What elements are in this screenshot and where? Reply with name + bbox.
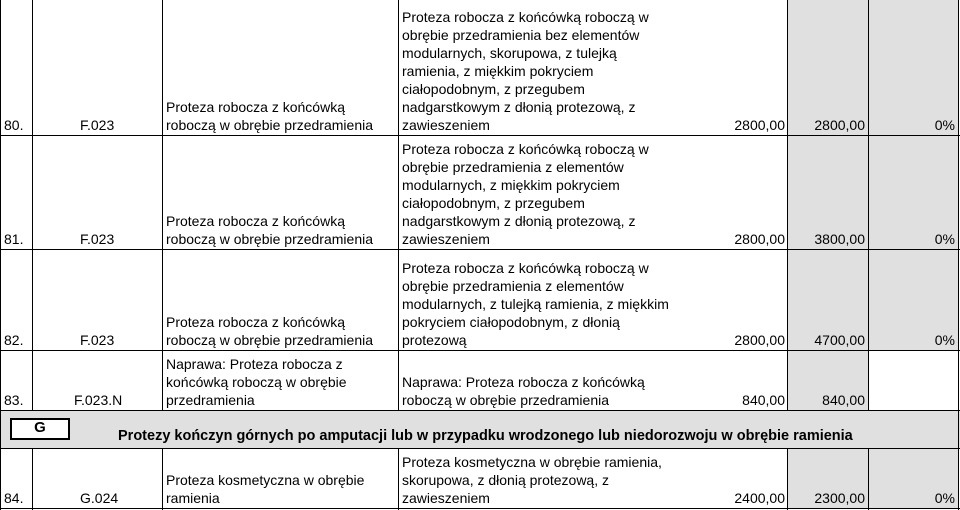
description-line: protezową <box>402 332 467 348</box>
row-81-percent <box>868 136 958 249</box>
description-line: roboczą w obrębie przedramienia <box>402 392 609 408</box>
row-81 <box>4 136 34 249</box>
description-line: Proteza kosmetyczna w obrębie ramienia, <box>402 454 662 470</box>
percent-value: 0% <box>934 332 955 348</box>
description-line: ciałopodobnym, z przegubem <box>402 81 585 97</box>
name-line: roboczą w obrębie przedramienia <box>166 231 373 247</box>
col-divider <box>398 0 399 411</box>
section-letter: G <box>10 418 70 440</box>
row-84-name <box>166 449 398 508</box>
row-80-limit <box>788 0 868 135</box>
row-84-limit <box>788 449 868 508</box>
product-code: F.023 <box>80 231 115 247</box>
description-line: zawieszeniem <box>402 490 490 506</box>
price-value: 2800,00 <box>734 231 785 247</box>
row-84-code <box>80 449 162 508</box>
description-line: nadgarstkowym z dłonią protezową, z <box>402 99 636 115</box>
col-divider <box>398 448 399 510</box>
percent-value: 0% <box>934 117 955 133</box>
description-line: nadgarstkowym z dłonią protezową, z <box>402 213 636 229</box>
row-84 <box>4 449 34 508</box>
product-code: F.023 <box>80 332 115 348</box>
row-81-name <box>166 136 398 249</box>
description-line: obrębie przedramienia z elementów <box>402 159 624 175</box>
description-line: zawieszeniem <box>402 231 490 247</box>
name-line: roboczą w obrębie przedramienia <box>166 332 373 348</box>
description-line: obrębie przedramienia bez elementów <box>402 27 640 43</box>
row-83 <box>4 351 34 410</box>
name-line: końcówką roboczą w obrębie <box>166 374 347 390</box>
description-line: obrębie przedramienia z elementów <box>402 278 624 294</box>
description-line: modularnych, skorupowa, z tulejką <box>402 45 617 61</box>
row-80 <box>4 0 34 135</box>
description-line: modularnych, z miękkim pokryciem <box>402 177 620 193</box>
row-number: 80. <box>4 117 24 133</box>
row-80-price <box>700 0 788 135</box>
name-line: Proteza robocza z końcówką <box>166 213 345 229</box>
row-84-price <box>700 449 788 508</box>
row-80-percent <box>868 0 958 135</box>
row-divider <box>0 508 960 509</box>
name-line: roboczą w obrębie przedramienia <box>166 117 373 133</box>
row-82-percent <box>868 250 958 350</box>
row-83-price <box>700 351 788 410</box>
description-line: ciałopodobnym, z przegubem <box>402 195 585 211</box>
row-number: 83. <box>4 392 24 408</box>
price-value: 2400,00 <box>734 490 785 506</box>
row-divider <box>0 410 960 411</box>
row-82-limit <box>788 250 868 350</box>
product-code: F.023.N <box>74 392 123 408</box>
row-83-code <box>74 351 162 410</box>
name-line: Proteza kosmetyczna w obrębie <box>166 472 365 488</box>
description-line: pokryciem ciałopodobnym, z dłonią <box>402 314 620 330</box>
description-line: skorupowa, z dłonią protezową, z <box>402 472 609 488</box>
row-82-price <box>700 250 788 350</box>
row-number: 81. <box>4 231 24 247</box>
name-line: Proteza robocza z końcówką <box>166 99 345 115</box>
price-value: 840,00 <box>742 392 785 408</box>
product-code: F.023 <box>80 117 115 133</box>
row-81-price <box>700 136 788 249</box>
description-line: modularnych, z tulejką ramienia, z miękkim <box>402 296 669 312</box>
name-line: ramienia <box>166 490 220 506</box>
limit-value: 4700,00 <box>814 332 865 348</box>
description-line: Proteza robocza z końcówką roboczą w <box>402 141 649 157</box>
row-81-limit <box>788 136 868 249</box>
price-value: 2800,00 <box>734 117 785 133</box>
description-line: ramienia, z miękkim pokryciem <box>402 63 594 79</box>
description-line: Proteza robocza z końcówką roboczą w <box>402 9 649 25</box>
description-line: Naprawa: Proteza robocza z końcówką <box>402 374 645 390</box>
limit-value: 840,00 <box>822 392 865 408</box>
description-line: Proteza robocza z końcówką roboczą w <box>402 260 649 276</box>
row-82-code <box>80 250 162 350</box>
percent-value: 0% <box>934 490 955 506</box>
row-80-code <box>80 0 162 135</box>
row-number: 84. <box>4 490 24 506</box>
name-line: Proteza robocza z końcówką <box>166 314 345 330</box>
name-line: Naprawa: Proteza robocza z <box>166 356 343 372</box>
limit-value: 2800,00 <box>814 117 865 133</box>
row-80-name <box>166 0 398 135</box>
price-value: 2800,00 <box>734 332 785 348</box>
limit-value: 2300,00 <box>814 490 865 506</box>
row-82-name <box>166 250 398 350</box>
col-divider <box>162 448 163 510</box>
col-divider <box>958 0 959 510</box>
description-line: zawieszeniem <box>402 117 490 133</box>
percent-value: 0% <box>934 231 955 247</box>
name-line: przedramienia <box>166 392 255 408</box>
row-81-code <box>80 136 162 249</box>
col-divider <box>162 0 163 411</box>
row-84-percent <box>868 449 958 508</box>
section-title: Protezy kończyn górnych po amputacji lub w przypadku wrodzonego lub niedorozwoju w obrębie ramienia <box>118 428 853 444</box>
row-83-name <box>166 351 398 410</box>
product-code: G.024 <box>80 490 119 506</box>
row-83-percent <box>868 351 958 410</box>
limit-value: 3800,00 <box>814 231 865 247</box>
col-divider <box>0 0 1 510</box>
row-82 <box>4 250 34 350</box>
row-83-limit <box>788 351 868 410</box>
row-number: 82. <box>4 332 24 348</box>
